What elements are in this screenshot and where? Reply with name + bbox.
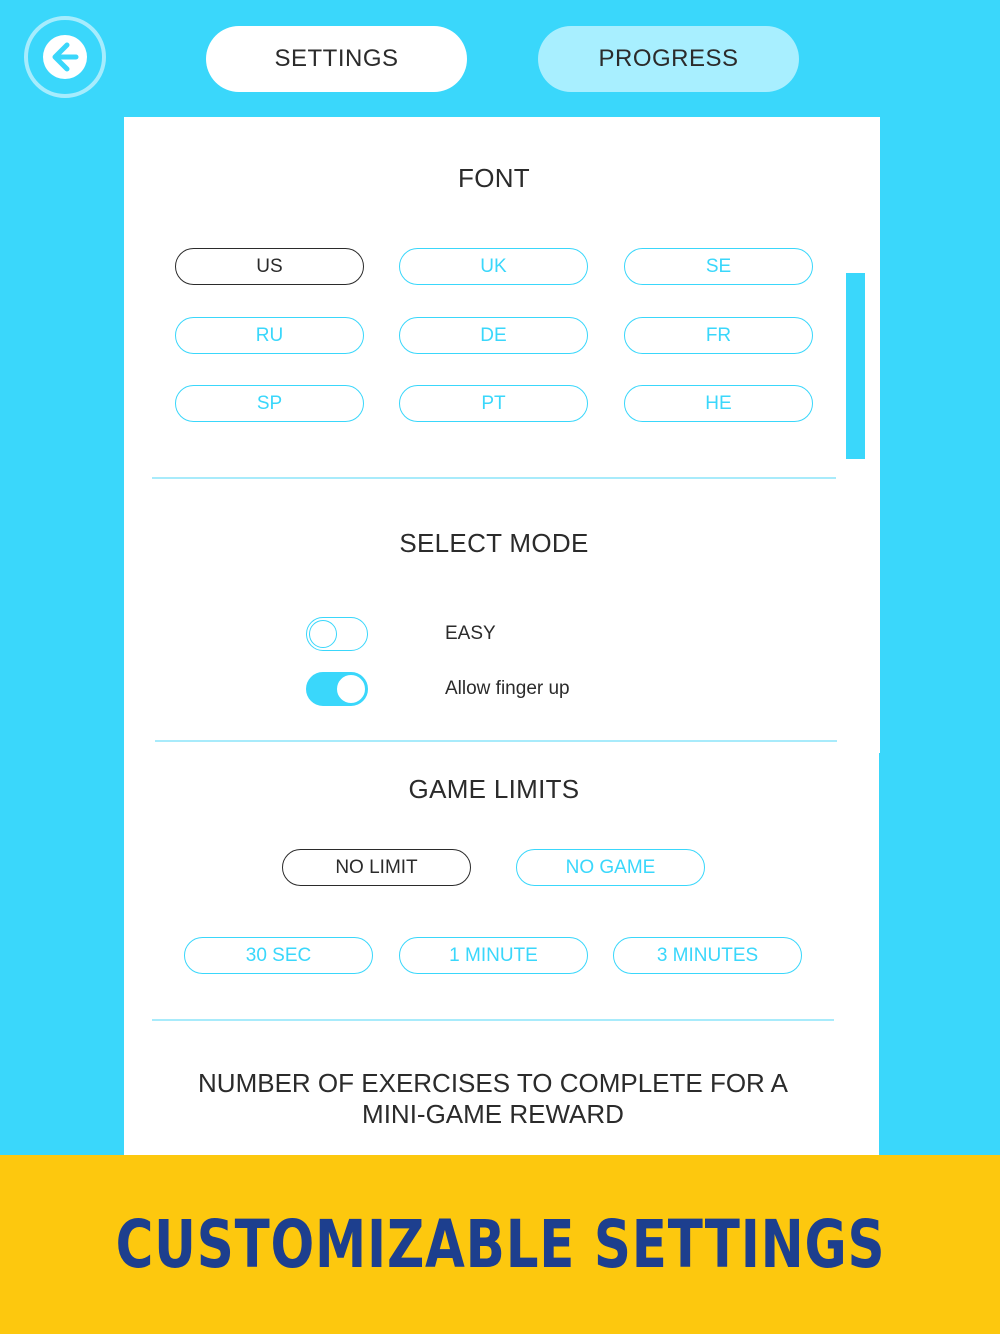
exercises-title-line1: NUMBER OF EXERCISES TO COMPLETE FOR A (198, 1068, 788, 1098)
limits-section-title: GAME LIMITS (408, 774, 580, 804)
allow-finger-up-label: Allow finger up (445, 678, 570, 699)
font-option-ru[interactable]: RU (175, 317, 364, 354)
arrow-left-icon (42, 34, 88, 80)
toggle-knob (309, 620, 337, 648)
exercises-section-title (124, 1068, 862, 1130)
font-option-sp[interactable]: SP (175, 385, 364, 422)
font-option-se[interactable]: SE (624, 248, 813, 285)
font-section-title: FONT (458, 163, 530, 193)
banner-text: CUSTOMIZABLE SETTINGS (115, 1206, 885, 1283)
limit-option-3-minutes[interactable]: 3 MINUTES (613, 937, 802, 974)
allow-finger-up-toggle[interactable] (306, 672, 368, 706)
toggle-knob (337, 675, 365, 703)
font-option-uk[interactable]: UK (399, 248, 588, 285)
tab-settings[interactable]: SETTINGS (206, 26, 467, 92)
easy-toggle-label: EASY (445, 623, 496, 644)
exercises-title-line2: MINI-GAME REWARD (362, 1099, 624, 1129)
easy-toggle[interactable] (306, 617, 368, 651)
tab-progress[interactable]: PROGRESS (538, 26, 799, 92)
font-option-he[interactable]: HE (624, 385, 813, 422)
limit-option-1-minute[interactable]: 1 MINUTE (399, 937, 588, 974)
limit-option-30-sec[interactable]: 30 SEC (184, 937, 373, 974)
promo-banner (0, 1155, 1000, 1334)
mode-section-title: SELECT MODE (399, 528, 589, 558)
limit-option-no-limit[interactable]: NO LIMIT (282, 849, 471, 886)
limit-option-no-game[interactable]: NO GAME (516, 849, 705, 886)
font-option-pt[interactable]: PT (399, 385, 588, 422)
back-button[interactable] (24, 16, 106, 98)
settings-panel (124, 117, 880, 753)
divider (155, 740, 837, 742)
font-option-us[interactable]: US (175, 248, 364, 285)
divider (152, 477, 836, 479)
font-option-de[interactable]: DE (399, 317, 588, 354)
divider (152, 1019, 834, 1021)
font-option-fr[interactable]: FR (624, 317, 813, 354)
scrollbar-thumb[interactable] (846, 273, 865, 459)
